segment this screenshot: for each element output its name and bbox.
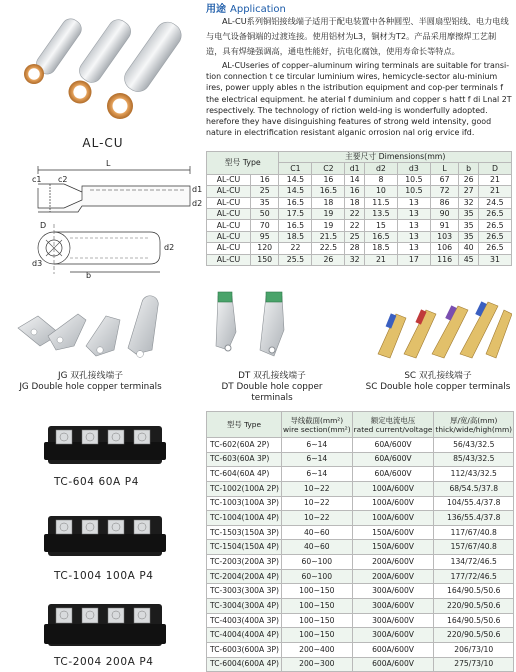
label-D: D bbox=[40, 221, 47, 230]
table-cell: 157/67/40.8 bbox=[434, 540, 514, 555]
table-cell: 26.5 bbox=[478, 220, 511, 231]
table-cell: 100~150 bbox=[282, 613, 353, 628]
table-cell: 95 bbox=[250, 231, 279, 242]
table-cell: 22.5 bbox=[312, 243, 345, 254]
table-cell: 177/72/46.5 bbox=[434, 569, 514, 584]
table-cell: 35 bbox=[459, 208, 479, 219]
table-cell: 35 bbox=[459, 220, 479, 231]
application-text-cn: AL-CU系列铜铝接线端子适用于配电装置中各种圆型、半圆扇型铝线、电力电线与电气设备铜端的过渡连接。使用铝材为L3，铜材为T2。产品采用摩擦焊工艺制造，具有焊缝强调高，通电性能好，抗电化腐蚀，使用寿命长等特点。 bbox=[206, 16, 509, 56]
table-cell: AL-CU bbox=[207, 208, 251, 219]
table-cell: 26 bbox=[312, 254, 345, 265]
t2-wire-header: 导线截面(mm²) wire section(mm²) bbox=[282, 412, 353, 438]
table-cell: 16 bbox=[345, 186, 365, 197]
table-cell: TC-3003(300A 3P) bbox=[207, 584, 282, 599]
table-cell: 26 bbox=[459, 174, 479, 185]
table-cell: 10~22 bbox=[282, 481, 353, 496]
table-row bbox=[207, 657, 514, 672]
table-cell: 32 bbox=[345, 254, 365, 265]
table-cell: 56/43/32.5 bbox=[434, 438, 514, 453]
table-cell: 16 bbox=[312, 174, 345, 185]
jg-terminal-photo bbox=[8, 288, 173, 366]
table-cell: 86 bbox=[430, 197, 459, 208]
table-row bbox=[207, 540, 514, 555]
table-cell: 27 bbox=[459, 186, 479, 197]
sc-terminal-photo bbox=[368, 288, 512, 366]
table-cell: 106 bbox=[430, 243, 459, 254]
table-cell: 164/90.5/50.6 bbox=[434, 584, 514, 599]
table-cell: 16.5 bbox=[364, 231, 397, 242]
alcu-lug-photo bbox=[8, 2, 190, 122]
tc604-caption: TC-604 60A P4 bbox=[54, 476, 139, 488]
t1-col-header: D bbox=[478, 163, 511, 174]
table-cell: 300A/600V bbox=[352, 599, 434, 614]
table-row bbox=[207, 254, 512, 265]
t1-col-header: b bbox=[459, 163, 479, 174]
table-cell: 25 bbox=[345, 231, 365, 242]
table-cell: 18 bbox=[312, 197, 345, 208]
table-cell: 10.5 bbox=[397, 186, 430, 197]
table-cell: AL-CU bbox=[207, 197, 251, 208]
table-cell: 13 bbox=[397, 220, 430, 231]
table-cell: TC-1503(150A 3P) bbox=[207, 525, 282, 540]
table-cell: TC-2003(200A 3P) bbox=[207, 555, 282, 570]
table-cell: AL-CU bbox=[207, 254, 251, 265]
table-cell: 300A/600V bbox=[352, 584, 434, 599]
table-cell: 14 bbox=[345, 174, 365, 185]
table-cell: 150A/600V bbox=[352, 540, 434, 555]
label-L: L bbox=[106, 159, 111, 168]
table-cell: 13 bbox=[397, 243, 430, 254]
label-d1: d1 bbox=[192, 185, 203, 194]
table-cell: 200A/600V bbox=[352, 569, 434, 584]
t1-col-header: d1 bbox=[345, 163, 365, 174]
table-cell: 275/73/10 bbox=[434, 657, 514, 672]
table-row bbox=[207, 197, 512, 208]
table-cell: 104/55.4/37.8 bbox=[434, 496, 514, 511]
application-title: 用途 Application bbox=[206, 4, 286, 15]
table-cell: 60~100 bbox=[282, 555, 353, 570]
table-cell: 70 bbox=[250, 220, 279, 231]
table-cell: 100~150 bbox=[282, 584, 353, 599]
jg-caption: JG 双孔接线端子 JG Double hole copper terminals bbox=[19, 371, 162, 392]
table-cell: AL-CU bbox=[207, 174, 251, 185]
label-b: b bbox=[86, 271, 92, 280]
table-cell: 6~14 bbox=[282, 438, 353, 453]
table-row bbox=[207, 496, 514, 511]
table-cell: 18.5 bbox=[364, 243, 397, 254]
table-cell: 90 bbox=[430, 208, 459, 219]
table-cell: TC-6003(600A 3P) bbox=[207, 642, 282, 657]
table-cell: TC-2004(200A 4P) bbox=[207, 569, 282, 584]
table-cell: 25 bbox=[250, 186, 279, 197]
table-cell: 112/43/32.5 bbox=[434, 467, 514, 482]
label-d3: d3 bbox=[32, 259, 43, 268]
label-c1: c1 bbox=[32, 175, 42, 184]
table-cell: AL-CU bbox=[207, 231, 251, 242]
table-cell: TC-4003(400A 3P) bbox=[207, 613, 282, 628]
table-cell: 16 bbox=[250, 174, 279, 185]
table-cell: 60A/600V bbox=[352, 452, 434, 467]
t2-size-header: 厚/宽/高(mm) thick/wide/high(mm) bbox=[434, 412, 514, 438]
table-cell: 17 bbox=[397, 254, 430, 265]
table-row bbox=[207, 525, 514, 540]
table-cell: 14.5 bbox=[279, 186, 312, 197]
table-cell: AL-CU bbox=[207, 186, 251, 197]
table-cell: 116 bbox=[430, 254, 459, 265]
t2-model-header: 型号 Type bbox=[207, 412, 282, 438]
dt-terminal-photo bbox=[204, 288, 324, 366]
table-cell: 35 bbox=[459, 231, 479, 242]
dimension-drawing bbox=[30, 156, 205, 281]
table-cell: 164/90.5/50.6 bbox=[434, 613, 514, 628]
table-cell: 136/55.4/37.8 bbox=[434, 511, 514, 526]
table-cell: 18.5 bbox=[279, 231, 312, 242]
t1-col-header: d2 bbox=[364, 163, 397, 174]
table-cell: 32 bbox=[459, 197, 479, 208]
table-cell: 16.5 bbox=[312, 186, 345, 197]
t1-dimensions-header: 主要尺寸 Dimensions(mm) bbox=[279, 152, 512, 163]
table-cell: 16.5 bbox=[279, 197, 312, 208]
table-cell: 10.5 bbox=[397, 174, 430, 185]
tc1004-terminal-block-photo bbox=[42, 504, 168, 564]
table-row bbox=[207, 452, 514, 467]
sc-caption: SC 双孔接线端子 SC Double hole copper terminals bbox=[365, 371, 511, 392]
table-row bbox=[207, 208, 512, 219]
table-cell: 60~100 bbox=[282, 569, 353, 584]
table-row bbox=[207, 511, 514, 526]
table-cell: 24.5 bbox=[478, 197, 511, 208]
table-cell: 300A/600V bbox=[352, 613, 434, 628]
table-cell: 13.5 bbox=[364, 208, 397, 219]
table-cell: 35 bbox=[250, 197, 279, 208]
table-cell: 22 bbox=[345, 220, 365, 231]
table-cell: 60A/600V bbox=[352, 467, 434, 482]
t2-current-header: 额定电流电压 rated current/voltage bbox=[352, 412, 434, 438]
table-cell: TC-6004(600A 4P) bbox=[207, 657, 282, 672]
table-cell: 100A/600V bbox=[352, 496, 434, 511]
application-text-en: AL-CUseries of copper–aluminum wiring terminals are suitable for transi-tion connection t ce tircular luminium wires, hemicycle-sector alu-minium ires, power upply ables n the istribution equipment and cop-per terminals f the electrical equipment. he aterial f duminium and copper s hatt f di Lnal 2T respectively. The technology of riction weld-ing is wonderfully adopted. herefore they have disinguishing features of strong weld intensity, good nature in electrification resistant alganic orrosion nal orig ervice ifd. bbox=[206, 61, 512, 138]
tc604-terminal-block-photo bbox=[42, 412, 168, 472]
table-cell: 68/54.5/37.8 bbox=[434, 481, 514, 496]
table-cell: 8 bbox=[364, 174, 397, 185]
label-c2: c2 bbox=[58, 175, 68, 184]
table-cell: 16.5 bbox=[279, 220, 312, 231]
table-row bbox=[207, 599, 514, 614]
table-cell: TC-1002(100A 2P) bbox=[207, 481, 282, 496]
dt-caption: DT 双孔接线端子 DT Double hole copper terminals bbox=[221, 371, 323, 403]
table-row bbox=[207, 555, 514, 570]
label-d2b: d2 bbox=[164, 243, 175, 252]
table-cell: 6~14 bbox=[282, 467, 353, 482]
table-cell: 103 bbox=[430, 231, 459, 242]
table-cell: TC-603(60A 3P) bbox=[207, 452, 282, 467]
tc2004-caption: TC-2004 200A P4 bbox=[54, 656, 154, 668]
table-cell: 21.5 bbox=[312, 231, 345, 242]
tc-terminal-block-table bbox=[206, 411, 512, 672]
table-row bbox=[207, 584, 514, 599]
table-cell: 13 bbox=[397, 231, 430, 242]
table-cell: 11.5 bbox=[364, 197, 397, 208]
table-cell: TC-604(60A 4P) bbox=[207, 467, 282, 482]
table-row bbox=[207, 569, 514, 584]
table-row bbox=[207, 243, 512, 254]
table-row bbox=[207, 613, 514, 628]
t1-col-header: C1 bbox=[279, 163, 312, 174]
table-cell: 67 bbox=[430, 174, 459, 185]
table-cell: 117/67/40.8 bbox=[434, 525, 514, 540]
table-cell: 40~60 bbox=[282, 525, 353, 540]
table-cell: 6~14 bbox=[282, 452, 353, 467]
table-cell: 600A/600V bbox=[352, 642, 434, 657]
table-cell: 60A/600V bbox=[352, 438, 434, 453]
table-cell: AL-CU bbox=[207, 243, 251, 254]
table-cell: 19 bbox=[312, 220, 345, 231]
table-cell: 100A/600V bbox=[352, 481, 434, 496]
table-cell: TC-3004(300A 4P) bbox=[207, 599, 282, 614]
table-cell: 13 bbox=[397, 197, 430, 208]
table-row bbox=[207, 438, 514, 453]
table-cell: 26.5 bbox=[478, 243, 511, 254]
table-row bbox=[207, 220, 512, 231]
table-cell: TC-1004(100A 4P) bbox=[207, 511, 282, 526]
t1-col-header: d3 bbox=[397, 163, 430, 174]
table-cell: TC-1003(100A 3P) bbox=[207, 496, 282, 511]
table-cell: 19 bbox=[312, 208, 345, 219]
table-cell: 45 bbox=[459, 254, 479, 265]
table-cell: 100A/600V bbox=[352, 511, 434, 526]
table-cell: 72 bbox=[430, 186, 459, 197]
table-cell: 10~22 bbox=[282, 496, 353, 511]
table-row bbox=[207, 642, 514, 657]
table-cell: 220/90.5/50.6 bbox=[434, 599, 514, 614]
table-cell: 15 bbox=[364, 220, 397, 231]
table-cell: 150 bbox=[250, 254, 279, 265]
table-cell: TC-602(60A 2P) bbox=[207, 438, 282, 453]
table-row bbox=[207, 467, 514, 482]
table-cell: 50 bbox=[250, 208, 279, 219]
table-cell: 21 bbox=[478, 174, 511, 185]
table-cell: 200~400 bbox=[282, 642, 353, 657]
table-cell: 14.5 bbox=[279, 174, 312, 185]
table-cell: 26.5 bbox=[478, 208, 511, 219]
table-cell: 206/73/10 bbox=[434, 642, 514, 657]
table-row bbox=[207, 481, 514, 496]
table-cell: 200A/600V bbox=[352, 555, 434, 570]
table-cell: 21 bbox=[364, 254, 397, 265]
table-cell: 31 bbox=[478, 254, 511, 265]
table-row bbox=[207, 231, 512, 242]
t1-col-header: L bbox=[430, 163, 459, 174]
label-d2: d2 bbox=[192, 199, 203, 208]
table-cell: TC-1504(150A 4P) bbox=[207, 540, 282, 555]
table-cell: 18 bbox=[345, 197, 365, 208]
t1-type-header: 型号 Type bbox=[207, 152, 279, 175]
table-cell: TC-4004(400A 4P) bbox=[207, 628, 282, 643]
table-cell: 40 bbox=[459, 243, 479, 254]
table-row bbox=[207, 186, 512, 197]
table-cell: 21 bbox=[478, 186, 511, 197]
alcu-caption: AL-CU bbox=[82, 136, 124, 150]
table-cell: 10~22 bbox=[282, 511, 353, 526]
table-row bbox=[207, 628, 514, 643]
table-cell: 13 bbox=[397, 208, 430, 219]
table-cell: 26.5 bbox=[478, 231, 511, 242]
table-cell: 91 bbox=[430, 220, 459, 231]
table-cell: 600A/600V bbox=[352, 657, 434, 672]
table-cell: 17.5 bbox=[279, 208, 312, 219]
table-cell: 100~150 bbox=[282, 628, 353, 643]
table-cell: 150A/600V bbox=[352, 525, 434, 540]
table-cell: 120 bbox=[250, 243, 279, 254]
table-cell: 40~60 bbox=[282, 540, 353, 555]
table-cell: 300A/600V bbox=[352, 628, 434, 643]
t1-col-header: C2 bbox=[312, 163, 345, 174]
alcu-dimension-table bbox=[206, 151, 512, 266]
table-cell: 25.5 bbox=[279, 254, 312, 265]
table-cell: 10 bbox=[364, 186, 397, 197]
table-cell: AL-CU bbox=[207, 220, 251, 231]
table-cell: 100~150 bbox=[282, 599, 353, 614]
table-cell: 28 bbox=[345, 243, 365, 254]
table-cell: 134/72/46.5 bbox=[434, 555, 514, 570]
table-cell: 22 bbox=[279, 243, 312, 254]
table-cell: 200~300 bbox=[282, 657, 353, 672]
table-row bbox=[207, 174, 512, 185]
table-cell: 22 bbox=[345, 208, 365, 219]
table-cell: 85/43/32.5 bbox=[434, 452, 514, 467]
tc2004-terminal-block-photo bbox=[42, 594, 168, 654]
table-cell: 220/90.5/50.6 bbox=[434, 628, 514, 643]
tc1004-caption: TC-1004 100A P4 bbox=[54, 570, 154, 582]
